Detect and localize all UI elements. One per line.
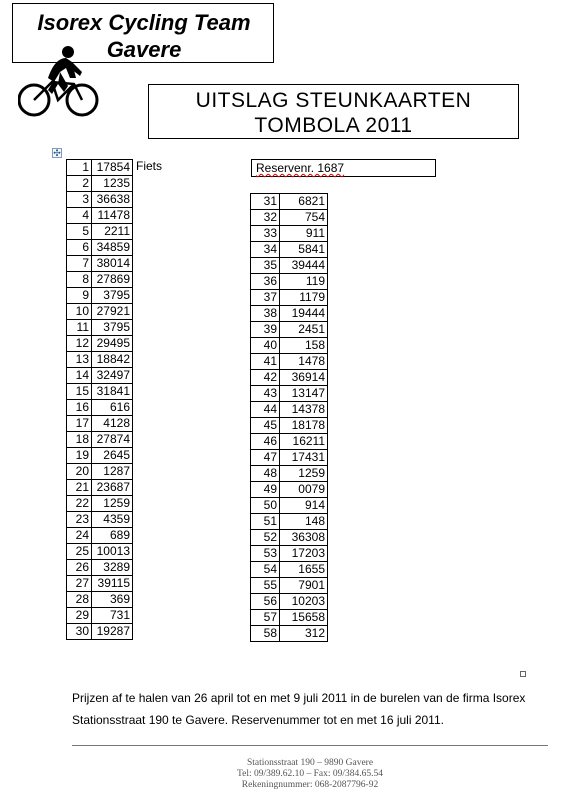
prize-number: 24 bbox=[67, 528, 92, 544]
table-row bbox=[251, 306, 328, 322]
table-row bbox=[67, 608, 133, 624]
table-row bbox=[251, 562, 328, 578]
table-row bbox=[67, 224, 133, 240]
prize-number: 19 bbox=[67, 448, 92, 464]
table-row bbox=[67, 480, 133, 496]
table-row bbox=[67, 160, 133, 176]
prize-number: 28 bbox=[67, 592, 92, 608]
table-row bbox=[251, 354, 328, 370]
prize-number: 25 bbox=[67, 544, 92, 560]
prize-number: 17 bbox=[67, 416, 92, 432]
table-row bbox=[67, 320, 133, 336]
ticket-number: 4128 bbox=[92, 416, 133, 432]
table-row bbox=[67, 304, 133, 320]
ticket-number: 1287 bbox=[92, 464, 133, 480]
table-move-handle-icon[interactable]: ✣ bbox=[53, 148, 61, 158]
table-row bbox=[251, 466, 328, 482]
prize-number: 34 bbox=[251, 242, 280, 258]
prize-number: 37 bbox=[251, 290, 280, 306]
results-table-left bbox=[66, 159, 133, 640]
ticket-number: 369 bbox=[92, 592, 133, 608]
prize-number: 39 bbox=[251, 322, 280, 338]
table-row bbox=[67, 192, 133, 208]
notice-text bbox=[72, 687, 562, 731]
notice-line-1: Prijzen af te halen van 26 april tot en met 9 juli 2011 in de burelen van de firma Isorex bbox=[72, 691, 526, 705]
prize-number: 20 bbox=[67, 464, 92, 480]
prize-number: 51 bbox=[251, 514, 280, 530]
table-row bbox=[251, 226, 328, 242]
ticket-number: 27869 bbox=[92, 272, 133, 288]
table-row bbox=[251, 386, 328, 402]
table-row bbox=[67, 592, 133, 608]
prize-number: 40 bbox=[251, 338, 280, 354]
prize-number: 45 bbox=[251, 418, 280, 434]
prize-number: 52 bbox=[251, 530, 280, 546]
table-row bbox=[67, 336, 133, 352]
ticket-number: 17854 bbox=[92, 160, 133, 176]
table-row bbox=[67, 176, 133, 192]
table-row bbox=[67, 400, 133, 416]
prize-number: 11 bbox=[67, 320, 92, 336]
table-row bbox=[67, 416, 133, 432]
table-row bbox=[67, 352, 133, 368]
prize-number: 18 bbox=[67, 432, 92, 448]
team-name: Isorex Cycling Team bbox=[37, 10, 251, 35]
ticket-number: 911 bbox=[280, 226, 328, 242]
prize-number: 7 bbox=[67, 256, 92, 272]
prize-number: 50 bbox=[251, 498, 280, 514]
prize-number: 15 bbox=[67, 384, 92, 400]
prize-number: 58 bbox=[251, 626, 280, 642]
team-city: Gavere bbox=[106, 37, 182, 62]
ticket-number: 5841 bbox=[280, 242, 328, 258]
ticket-number: 1655 bbox=[280, 562, 328, 578]
table-row bbox=[251, 482, 328, 498]
table-row bbox=[67, 512, 133, 528]
prize-number: 49 bbox=[251, 482, 280, 498]
table-row bbox=[67, 528, 133, 544]
prize-number: 31 bbox=[251, 194, 280, 210]
ticket-number: 31841 bbox=[92, 384, 133, 400]
ticket-number: 3795 bbox=[92, 320, 133, 336]
ticket-number: 10013 bbox=[92, 544, 133, 560]
ticket-number: 0079 bbox=[280, 482, 328, 498]
notice-line-2: Stationsstraat 190 te Gavere. Reservenummer tot en met 16 juli 2011. bbox=[72, 713, 444, 727]
ticket-number: 13147 bbox=[280, 386, 328, 402]
table-row bbox=[251, 514, 328, 530]
prize-number: 13 bbox=[67, 352, 92, 368]
prize-number: 23 bbox=[67, 512, 92, 528]
reserve-number-box bbox=[251, 159, 436, 177]
ticket-number: 119 bbox=[280, 274, 328, 290]
footer-account: Rekeningnummer: 068-2087796-92 bbox=[241, 780, 379, 790]
table-row bbox=[67, 368, 133, 384]
table-row bbox=[251, 322, 328, 338]
prize-number: 44 bbox=[251, 402, 280, 418]
prize-number: 9 bbox=[67, 288, 92, 304]
prize-number: 21 bbox=[67, 480, 92, 496]
prize-number: 26 bbox=[67, 560, 92, 576]
prize-number: 5 bbox=[67, 224, 92, 240]
ticket-number: 148 bbox=[280, 514, 328, 530]
table-row bbox=[251, 498, 328, 514]
prize-number: 29 bbox=[67, 608, 92, 624]
prize-number: 54 bbox=[251, 562, 280, 578]
table-row bbox=[67, 624, 133, 640]
ticket-number: 36638 bbox=[92, 192, 133, 208]
prize-number: 27 bbox=[67, 576, 92, 592]
ticket-number: 731 bbox=[92, 608, 133, 624]
ticket-number: 3289 bbox=[92, 560, 133, 576]
table-row bbox=[67, 288, 133, 304]
ticket-number: 2211 bbox=[92, 224, 133, 240]
ticket-number: 27874 bbox=[92, 432, 133, 448]
table-row bbox=[251, 338, 328, 354]
prize-number: 55 bbox=[251, 578, 280, 594]
prize-number: 38 bbox=[251, 306, 280, 322]
table-row bbox=[251, 626, 328, 642]
results-table-right bbox=[250, 193, 328, 642]
prize-number: 43 bbox=[251, 386, 280, 402]
ticket-number: 39115 bbox=[92, 576, 133, 592]
ticket-number: 10203 bbox=[280, 594, 328, 610]
first-prize-note: Fiets bbox=[136, 159, 163, 173]
ticket-number: 1179 bbox=[280, 290, 328, 306]
ticket-number: 18178 bbox=[280, 418, 328, 434]
table-row bbox=[67, 272, 133, 288]
table-row bbox=[251, 274, 328, 290]
ticket-number: 1478 bbox=[280, 354, 328, 370]
ticket-number: 15658 bbox=[280, 610, 328, 626]
footer bbox=[72, 758, 548, 791]
ticket-number: 11478 bbox=[92, 208, 133, 224]
prize-number: 42 bbox=[251, 370, 280, 386]
table-row bbox=[67, 496, 133, 512]
prize-number: 41 bbox=[251, 354, 280, 370]
table-row bbox=[67, 240, 133, 256]
table-row bbox=[67, 384, 133, 400]
prize-number: 10 bbox=[67, 304, 92, 320]
table-row bbox=[251, 434, 328, 450]
ticket-number: 19444 bbox=[280, 306, 328, 322]
footer-phone: Tel: 09/389.62.10 – Fax: 09/384.65.54 bbox=[236, 769, 384, 779]
table-row bbox=[251, 402, 328, 418]
prize-number: 14 bbox=[67, 368, 92, 384]
page-subtitle: TOMBOLA 2011 bbox=[254, 114, 413, 137]
ticket-number: 19287 bbox=[92, 624, 133, 640]
ticket-number: 689 bbox=[92, 528, 133, 544]
ticket-number: 23687 bbox=[92, 480, 133, 496]
ticket-number: 3795 bbox=[92, 288, 133, 304]
table-row bbox=[251, 578, 328, 594]
ticket-number: 1235 bbox=[92, 176, 133, 192]
prize-number: 2 bbox=[67, 176, 92, 192]
ticket-number: 1259 bbox=[280, 466, 328, 482]
ticket-number: 32497 bbox=[92, 368, 133, 384]
table-row bbox=[251, 194, 328, 210]
footer-address: Stationsstraat 190 – 9890 Gavere bbox=[246, 758, 374, 768]
ticket-number: 1259 bbox=[92, 496, 133, 512]
prize-number: 32 bbox=[251, 210, 280, 226]
ticket-number: 14378 bbox=[280, 402, 328, 418]
table-row bbox=[67, 256, 133, 272]
cyclist-icon bbox=[18, 42, 100, 120]
prize-number: 16 bbox=[67, 400, 92, 416]
prize-number: 22 bbox=[67, 496, 92, 512]
table-row bbox=[67, 560, 133, 576]
page-title: UITSLAG STEUNKAARTEN bbox=[195, 89, 472, 112]
prize-number: 33 bbox=[251, 226, 280, 242]
ticket-number: 7901 bbox=[280, 578, 328, 594]
ticket-number: 754 bbox=[280, 210, 328, 226]
ticket-number: 2645 bbox=[92, 448, 133, 464]
ticket-number: 2451 bbox=[280, 322, 328, 338]
prize-number: 30 bbox=[67, 624, 92, 640]
table-row bbox=[251, 242, 328, 258]
prize-number: 8 bbox=[67, 272, 92, 288]
footer-divider bbox=[72, 745, 548, 746]
prize-number: 3 bbox=[67, 192, 92, 208]
table-row bbox=[251, 594, 328, 610]
table-row bbox=[67, 432, 133, 448]
table-row bbox=[67, 208, 133, 224]
ticket-number: 17431 bbox=[280, 450, 328, 466]
table-row bbox=[251, 530, 328, 546]
prize-number: 1 bbox=[67, 160, 92, 176]
prize-number: 53 bbox=[251, 546, 280, 562]
title-box bbox=[148, 84, 519, 139]
ticket-number: 36308 bbox=[280, 530, 328, 546]
prize-number: 47 bbox=[251, 450, 280, 466]
table-row bbox=[251, 258, 328, 274]
table-row bbox=[67, 464, 133, 480]
ticket-number: 39444 bbox=[280, 258, 328, 274]
ticket-number: 36914 bbox=[280, 370, 328, 386]
ticket-number: 38014 bbox=[92, 256, 133, 272]
ticket-number: 18842 bbox=[92, 352, 133, 368]
ticket-number: 27921 bbox=[92, 304, 133, 320]
ticket-number: 29495 bbox=[92, 336, 133, 352]
prize-number: 48 bbox=[251, 466, 280, 482]
table-row bbox=[67, 544, 133, 560]
prize-number: 6 bbox=[67, 240, 92, 256]
table-row bbox=[251, 370, 328, 386]
ticket-number: 4359 bbox=[92, 512, 133, 528]
table-row bbox=[251, 546, 328, 562]
reserve-number: Reservenr. 1687 bbox=[256, 161, 345, 175]
ticket-number: 6821 bbox=[280, 194, 328, 210]
table-resize-handle-icon[interactable] bbox=[520, 671, 526, 677]
table-row bbox=[251, 418, 328, 434]
ticket-number: 34859 bbox=[92, 240, 133, 256]
table-row bbox=[251, 290, 328, 306]
ticket-number: 616 bbox=[92, 400, 133, 416]
prize-number: 12 bbox=[67, 336, 92, 352]
ticket-number: 312 bbox=[280, 626, 328, 642]
table-row bbox=[67, 448, 133, 464]
table-row bbox=[67, 576, 133, 592]
prize-number: 4 bbox=[67, 208, 92, 224]
table-row bbox=[251, 610, 328, 626]
ticket-number: 17203 bbox=[280, 546, 328, 562]
prize-number: 56 bbox=[251, 594, 280, 610]
table-row bbox=[251, 210, 328, 226]
ticket-number: 158 bbox=[280, 338, 328, 354]
prize-number: 35 bbox=[251, 258, 280, 274]
table-row bbox=[251, 450, 328, 466]
prize-number: 46 bbox=[251, 434, 280, 450]
ticket-number: 16211 bbox=[280, 434, 328, 450]
prize-number: 36 bbox=[251, 274, 280, 290]
prize-number: 57 bbox=[251, 610, 280, 626]
ticket-number: 914 bbox=[280, 498, 328, 514]
